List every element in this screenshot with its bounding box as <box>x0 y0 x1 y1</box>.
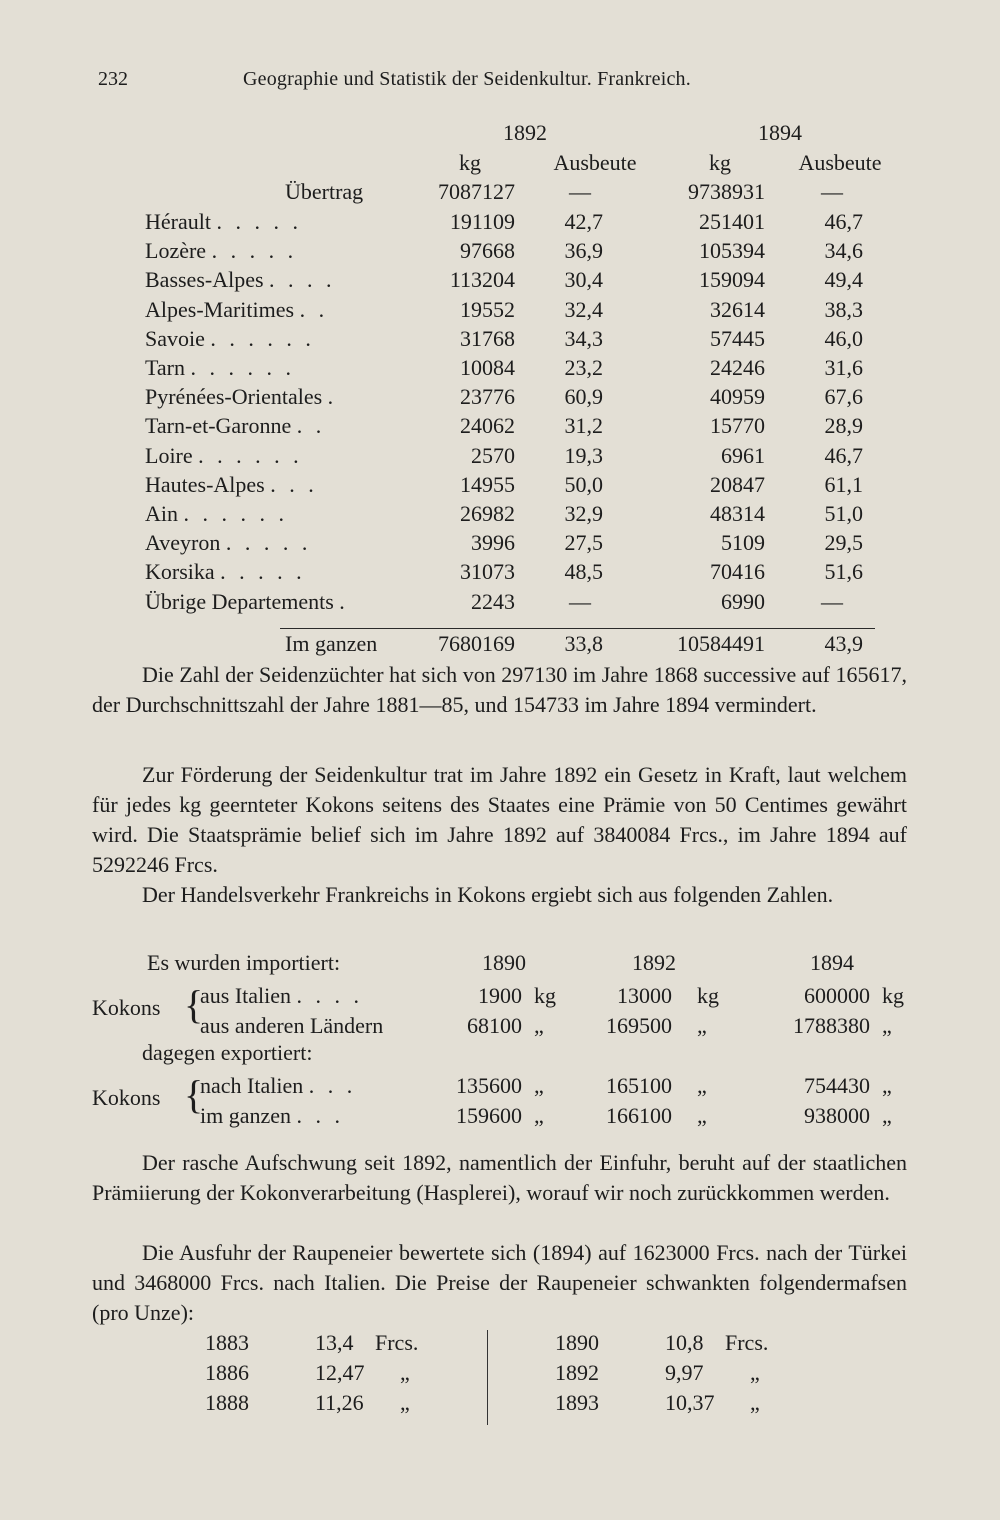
year-1892-header: 1892 <box>503 120 547 145</box>
price-unit: „ <box>400 1360 410 1385</box>
table-year-header <box>145 120 885 150</box>
value-1892: 13000 <box>617 983 672 1008</box>
ausbeute-1892: 34,3 <box>564 325 603 351</box>
unit-1892: „ <box>697 1103 707 1128</box>
cocoon-trade-table <box>92 950 907 1140</box>
leader-dots: . . <box>299 296 329 322</box>
leader-dots: . . . <box>270 471 318 497</box>
kg-1894: 159094 <box>699 267 765 293</box>
ausbeute-1892: 32,9 <box>564 501 603 526</box>
kg-1894: 251401 <box>699 209 765 234</box>
kg-1894: 40959 <box>710 384 765 410</box>
price-year: 1893 <box>555 1390 599 1415</box>
department-cell <box>145 209 302 235</box>
total-row <box>145 631 885 661</box>
leader-dots: . <box>327 384 338 410</box>
price-row <box>555 1390 815 1420</box>
kg-header-1892: kg <box>459 150 481 175</box>
running-title: Geographie und Statistik der Seidenkultur. Frankreich. <box>243 68 691 90</box>
kokons-import-label: Kokons <box>92 995 161 1020</box>
table-row <box>145 267 885 297</box>
trade-destination: aus Italien <box>200 983 292 1008</box>
department-name: Aveyron <box>145 530 221 556</box>
leader-dots: . . . . <box>269 267 336 293</box>
year-1892: 1892 <box>632 950 676 975</box>
paragraph-raupeneier: Die Ausfuhr der Raupeneier bewertete sich (1894) auf 1623000 Frcs. nach der Türkei und 3468000 Frcs. nach Italien. Die Preise der Raupeneier schwankten folgendermafsen (pro Unze): <box>92 1240 907 1325</box>
table-row <box>145 238 885 268</box>
kg-1894: 6990 <box>721 588 765 614</box>
value-1890: 159600 <box>456 1103 522 1128</box>
ausbeute-1892: 36,9 <box>564 238 603 264</box>
leader-dots: . . . . . <box>220 559 306 585</box>
value-1892: 166100 <box>606 1103 672 1128</box>
leader-dots: . . . . . . <box>210 325 315 351</box>
table-row <box>145 326 885 356</box>
price-value: 9,97 <box>665 1360 704 1385</box>
department-name: Korsika <box>145 559 215 585</box>
ausbeute-1894: 46,7 <box>824 209 863 234</box>
prices-divider <box>487 1330 488 1425</box>
import-label: Es wurden importiert: <box>147 950 341 975</box>
department-cell <box>145 238 297 264</box>
leader-dots: . . . . . <box>225 530 312 556</box>
paragraph-seidenzuechter: Die Zahl der Seidenzüchter hat sich von 297130 im Jahre 1868 successive auf 165617, der Durchschnittszahl der Jahre 1881—85, und 154733 im Jahre 1894 vermindert. <box>92 662 907 717</box>
kg-1894: 24246 <box>710 355 765 380</box>
trade-row-label <box>200 1013 383 1039</box>
paragraph-handelsverkehr: Der Handelsverkehr Frankreichs in Kokons ergiebt sich aus folgenden Zahlen. <box>142 882 834 907</box>
leader-dots: . . . <box>296 1103 345 1128</box>
price-value: 13,4 <box>315 1330 354 1355</box>
department-cell <box>145 326 315 352</box>
value-1890: 135600 <box>456 1073 522 1098</box>
department-cell <box>145 530 311 556</box>
uebertrag-label: Übertrag <box>285 179 364 204</box>
kg-1892: 23776 <box>460 384 515 410</box>
kg-1894: 70416 <box>710 559 765 585</box>
total-ausbeute-1892: 33,8 <box>564 631 603 656</box>
trade-destination: aus anderen Ländern <box>200 1013 384 1038</box>
leader-dots: . . . <box>308 1073 357 1098</box>
price-row <box>555 1330 815 1360</box>
egg-prices-table <box>205 1330 805 1430</box>
leader-dots: . . <box>296 413 326 439</box>
trade-row <box>92 1073 907 1103</box>
department-name: Tarn-et-Garonne <box>145 413 292 439</box>
ausbeute-header-1894: Ausbeute <box>798 150 882 175</box>
ausbeute-1892: 48,5 <box>564 559 603 585</box>
ausbeute-1894: 67,6 <box>824 384 863 410</box>
unit-1894: „ <box>882 1013 892 1038</box>
trade-row <box>92 1103 907 1133</box>
leader-dots: . . . . . . <box>190 355 295 380</box>
value-1894: 600000 <box>804 983 870 1008</box>
ausbeute-1894: 61,1 <box>824 471 863 497</box>
uebertrag-kg-1892: 7087127 <box>438 179 515 204</box>
department-cell <box>145 267 336 293</box>
unit-1892: kg <box>697 983 719 1008</box>
kg-1894: 32614 <box>710 296 765 322</box>
trade-row <box>92 983 907 1013</box>
ausbeute-1892: 32,4 <box>564 296 603 322</box>
total-label: Im ganzen <box>285 631 378 656</box>
kg-1892: 97668 <box>460 238 515 264</box>
trade-row-label <box>200 1103 344 1129</box>
export-brace: { <box>184 1072 204 1117</box>
total-rule <box>280 628 875 629</box>
kg-1892: 31073 <box>460 559 515 585</box>
kg-1892: 191109 <box>449 209 515 234</box>
ausbeute-1892: 19,3 <box>564 442 603 468</box>
value-1894: 754430 <box>804 1073 870 1098</box>
price-year: 1883 <box>205 1330 249 1355</box>
unit-1890: „ <box>534 1013 544 1038</box>
table-row <box>145 384 885 414</box>
ausbeute-1894: 46,0 <box>824 325 863 351</box>
page-number: 232 <box>98 68 128 90</box>
trade-destination: im ganzen <box>200 1103 292 1128</box>
trade-row <box>92 1013 907 1043</box>
department-name: Pyrénées-Orientales <box>145 384 323 410</box>
year-1890: 1890 <box>482 950 526 975</box>
table-column-header <box>145 150 885 180</box>
price-unit: „ <box>400 1390 410 1415</box>
price-row <box>205 1390 465 1420</box>
leader-dots: . <box>339 588 349 614</box>
department-name: Basses-Alpes <box>145 267 264 293</box>
price-year: 1892 <box>555 1360 599 1385</box>
kokons-export-label: Kokons <box>92 1085 161 1110</box>
kg-1894: 105394 <box>699 238 765 264</box>
uebertrag-row <box>145 179 885 209</box>
price-year: 1888 <box>205 1390 249 1415</box>
value-1892: 165100 <box>606 1073 672 1098</box>
price-unit: Frcs. <box>725 1330 769 1355</box>
import-brace: { <box>184 982 204 1027</box>
running-header <box>98 68 900 98</box>
total-kg-1892: 7680169 <box>438 631 515 656</box>
trade-destination: nach Italien <box>200 1073 304 1098</box>
year-1894-header: 1894 <box>758 120 802 145</box>
table-row <box>145 559 885 589</box>
table-row <box>145 472 885 502</box>
ausbeute-1894: — <box>821 588 843 614</box>
kg-1892: 24062 <box>460 413 515 439</box>
table-row <box>145 501 885 531</box>
department-cell <box>145 384 337 410</box>
department-cell <box>145 413 325 439</box>
value-1894: 938000 <box>804 1103 870 1128</box>
department-cell <box>145 355 295 381</box>
ausbeute-1892: 31,2 <box>564 413 603 439</box>
ausbeute-1892: — <box>569 588 591 614</box>
kg-1894: 5109 <box>721 530 765 556</box>
ausbeute-1894: 28,9 <box>824 413 863 439</box>
value-1894: 1788380 <box>793 1013 870 1038</box>
paragraph-foerderung: Zur Förderung der Seidenkultur trat im Jahre 1892 ein Gesetz in Kraft, laut welchem für jedes kg geernteter Kokons seitens des Staates eine Prämie von 50 Centimes gewährt wird. Die Staatsprämie belief sich im Jahre 1892 auf 3840084 Frcs., im Jahre 1894 auf 5292246 Frcs. <box>92 762 907 877</box>
table-row <box>145 530 885 560</box>
unit-1894: „ <box>882 1073 892 1098</box>
department-cell <box>145 589 349 615</box>
ausbeute-1892: 42,7 <box>564 209 603 234</box>
department-cell <box>145 559 306 585</box>
kg-1894: 48314 <box>710 501 765 526</box>
kg-1892: 31768 <box>460 325 515 351</box>
unit-1892: „ <box>697 1073 707 1098</box>
ausbeute-1894: 31,6 <box>824 355 863 380</box>
leader-dots: . . . . . <box>216 209 302 234</box>
value-1890: 68100 <box>467 1013 522 1038</box>
ausbeute-1894: 51,0 <box>824 501 863 526</box>
department-name: Ain <box>145 501 178 526</box>
department-name: Loire <box>145 442 193 468</box>
department-name: Alpes-Maritimes <box>145 296 295 322</box>
department-name: Lozère <box>145 238 207 264</box>
import-header-row <box>92 950 907 980</box>
paragraph-aufschwung: Der rasche Aufschwung seit 1892, namentlich der Einfuhr, beruht auf der staatlichen Prämiierung der Kokonverarbeitung (Hasplerei), worauf wir noch zurückkommen werden. <box>92 1150 907 1205</box>
price-row <box>555 1360 815 1390</box>
ausbeute-1894: 46,7 <box>824 442 863 468</box>
ausbeute-1894: 34,6 <box>824 238 863 264</box>
price-unit: Frcs. <box>375 1330 419 1355</box>
price-year: 1886 <box>205 1360 249 1385</box>
unit-1894: „ <box>882 1103 892 1128</box>
ausbeute-1894: 49,4 <box>824 267 863 293</box>
value-1890: 1900 <box>478 983 522 1008</box>
department-name: Übrige Departements <box>145 588 334 614</box>
export-header-row <box>92 1040 907 1070</box>
leader-dots: . . . . . . <box>183 501 288 526</box>
uebertrag-ausbeute-1892: — <box>569 179 591 204</box>
table-row <box>145 297 885 327</box>
ausbeute-header-1892: Ausbeute <box>553 150 637 175</box>
export-label: dagegen exportiert: <box>142 1040 313 1065</box>
table-row <box>145 413 885 443</box>
department-cell <box>145 472 318 498</box>
ausbeute-1892: 27,5 <box>564 530 603 556</box>
kg-1892: 26982 <box>460 501 515 526</box>
kg-1892: 19552 <box>460 296 515 322</box>
year-1894: 1894 <box>810 950 854 975</box>
ausbeute-1894: 38,3 <box>824 296 863 322</box>
kg-1892: 2570 <box>471 442 515 468</box>
kg-1894: 57445 <box>710 325 765 351</box>
kg-header-1894: kg <box>709 150 731 175</box>
ausbeute-1892: 23,2 <box>564 355 603 380</box>
total-kg-1894: 10584491 <box>677 631 765 656</box>
table-row <box>145 443 885 473</box>
ausbeute-1892: 30,4 <box>564 267 603 293</box>
ausbeute-1894: 51,6 <box>824 559 863 585</box>
table-row <box>145 355 885 385</box>
table-row <box>145 589 885 619</box>
kg-1894: 6961 <box>721 442 765 468</box>
department-name: Savoie <box>145 325 205 351</box>
kg-1894: 15770 <box>710 413 765 439</box>
trade-row-label <box>200 983 363 1009</box>
ausbeute-1892: 60,9 <box>564 384 603 410</box>
unit-1894: kg <box>882 983 904 1008</box>
total-ausbeute-1894: 43,9 <box>824 631 863 656</box>
kg-1894: 20847 <box>710 471 765 497</box>
department-name: Hérault <box>145 209 211 234</box>
kg-1892: 14955 <box>460 471 515 497</box>
price-value: 12,47 <box>315 1360 365 1385</box>
ausbeute-1892: 50,0 <box>564 471 603 497</box>
kg-1892: 113204 <box>449 267 515 293</box>
department-cell <box>145 443 303 469</box>
leader-dots: . . . . . . <box>198 442 303 468</box>
price-unit: „ <box>750 1390 760 1415</box>
value-1892: 169500 <box>606 1013 672 1038</box>
unit-1890: „ <box>534 1073 544 1098</box>
department-cell <box>145 501 288 527</box>
department-name: Hautes-Alpes <box>145 471 265 497</box>
kg-1892: 2243 <box>471 588 515 614</box>
uebertrag-ausbeute-1894: — <box>821 179 843 204</box>
leader-dots: . . . . <box>296 983 364 1008</box>
price-year: 1890 <box>555 1330 599 1355</box>
price-value: 10,37 <box>665 1390 715 1415</box>
trade-row-label <box>200 1073 356 1099</box>
department-cell <box>145 297 328 323</box>
price-value: 11,26 <box>315 1390 364 1415</box>
price-row <box>205 1360 465 1390</box>
department-name: Tarn <box>145 355 185 380</box>
leader-dots: . . . . . <box>211 238 298 264</box>
table-row <box>145 209 885 239</box>
price-unit: „ <box>750 1360 760 1385</box>
unit-1892: „ <box>697 1013 707 1038</box>
kg-1892: 10084 <box>460 355 515 380</box>
unit-1890: „ <box>534 1103 544 1128</box>
uebertrag-kg-1894: 9738931 <box>688 179 765 204</box>
price-value: 10,8 <box>665 1330 704 1355</box>
unit-1890: kg <box>534 983 556 1008</box>
ausbeute-1894: 29,5 <box>824 530 863 556</box>
price-row <box>205 1330 465 1360</box>
kg-1892: 3996 <box>471 530 515 556</box>
